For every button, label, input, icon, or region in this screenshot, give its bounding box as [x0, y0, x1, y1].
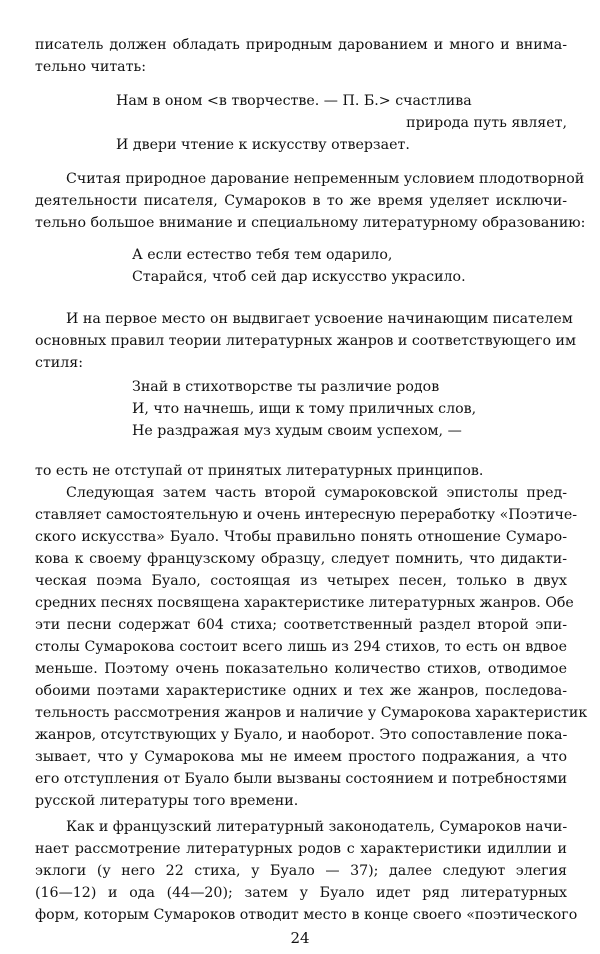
text-line: Как и французский литературный законодатель, Сумароков начи- — [66, 819, 568, 835]
verse-line: А если естество тебя тем одарило, — [132, 247, 393, 263]
page-number: 24 — [290, 929, 310, 947]
text-line: ского искусства» Буало. Чтобы правильно понять отношение Сумаро- — [35, 529, 567, 545]
text-line: обоими поэтами характеристике одних и тех же жанров, последова- — [35, 683, 567, 699]
text-line: Следующая затем часть второй сумароковской эпистолы пред- — [66, 485, 567, 501]
text-line: его отступления от Буало были вызваны состоянием и потребностями — [35, 771, 568, 787]
text-line: стиля: — [35, 355, 83, 371]
text-line: эклоги (у него 22 стиха, у Буало — 37); далее следуют элегия — [35, 863, 567, 879]
verse-line: И, что начнешь, ищи к тому приличных слов, — [132, 401, 477, 417]
text-line: ставляет самостоятельную и очень интересную переработку «Поэтиче- — [35, 507, 578, 523]
text-line: нает рассмотрение литературных родов с характеристики идиллии и — [35, 841, 567, 857]
text-line: жанров, отсутствующих у Буало, и наоборот. Это сопоставление пока- — [35, 727, 568, 743]
text-line: меньше. Поэтому очень показательно количество стихов, отводимое — [35, 661, 567, 677]
verse-line: И двери чтение к искусству отверзает. — [116, 137, 410, 153]
verse-line: Нам в оном <в творчестве. — П. Б.> счастлива — [116, 93, 472, 109]
text-line: (16—12) и ода (44—20); затем у Буало идет ряд литературных — [35, 885, 567, 901]
text-line: форм, которым Сумароков отводит место в конце своего «поэтического — [35, 907, 578, 923]
verse-line: Знай в стихотворстве ты различие родов — [132, 379, 440, 395]
text-line: русской литературы того времени. — [35, 793, 299, 809]
verse-line: Не раздражая муз худым своим успехом, — — [132, 423, 462, 439]
text-line: кова к своему французскому образцу, следует помнить, что дидакти- — [35, 551, 567, 567]
text-line: средних песнях посвящена характеристике литературных жанров. Обе — [35, 595, 574, 611]
text-line: писатель должен обладать природным дарованием и много и внима- — [35, 37, 567, 53]
text-line: столы Сумарокова состоит всего лишь из 294 стихов, то есть он вдвое — [35, 639, 567, 655]
text-line: Считая природное дарование непременным условием плодотворной — [66, 171, 585, 187]
verse-line: Старайся, чтоб сей дар искусство украсило. — [132, 269, 466, 285]
text-line: тельность рассмотрения жанров и наличие у Сумарокова характеристик — [35, 705, 588, 721]
text-line: И на первое место он выдвигает усвоение начинающим писателем — [66, 311, 573, 327]
text-line: зывает, что у Сумарокова мы не имеем простого подражания, а что — [35, 749, 567, 765]
text-line: тельно читать: — [35, 59, 146, 75]
text-line: то есть не отступай от принятых литературных принципов. — [35, 463, 484, 479]
verse-line: природа путь являет, — [406, 115, 567, 131]
text-line: деятельности писателя, Сумароков в то же время уделяет исключи- — [35, 193, 567, 209]
text-line: тельно большое внимание и специальному литературному образованию: — [35, 215, 586, 231]
text-line: ческая поэма Буало, состоящая из четырех песен, только в двух — [35, 573, 567, 589]
text-line: основных правил теории литературных жанров и соответствующего им — [35, 333, 576, 349]
text-line: эти песни содержат 604 стиха; соответственный раздел второй эпи- — [35, 617, 567, 633]
